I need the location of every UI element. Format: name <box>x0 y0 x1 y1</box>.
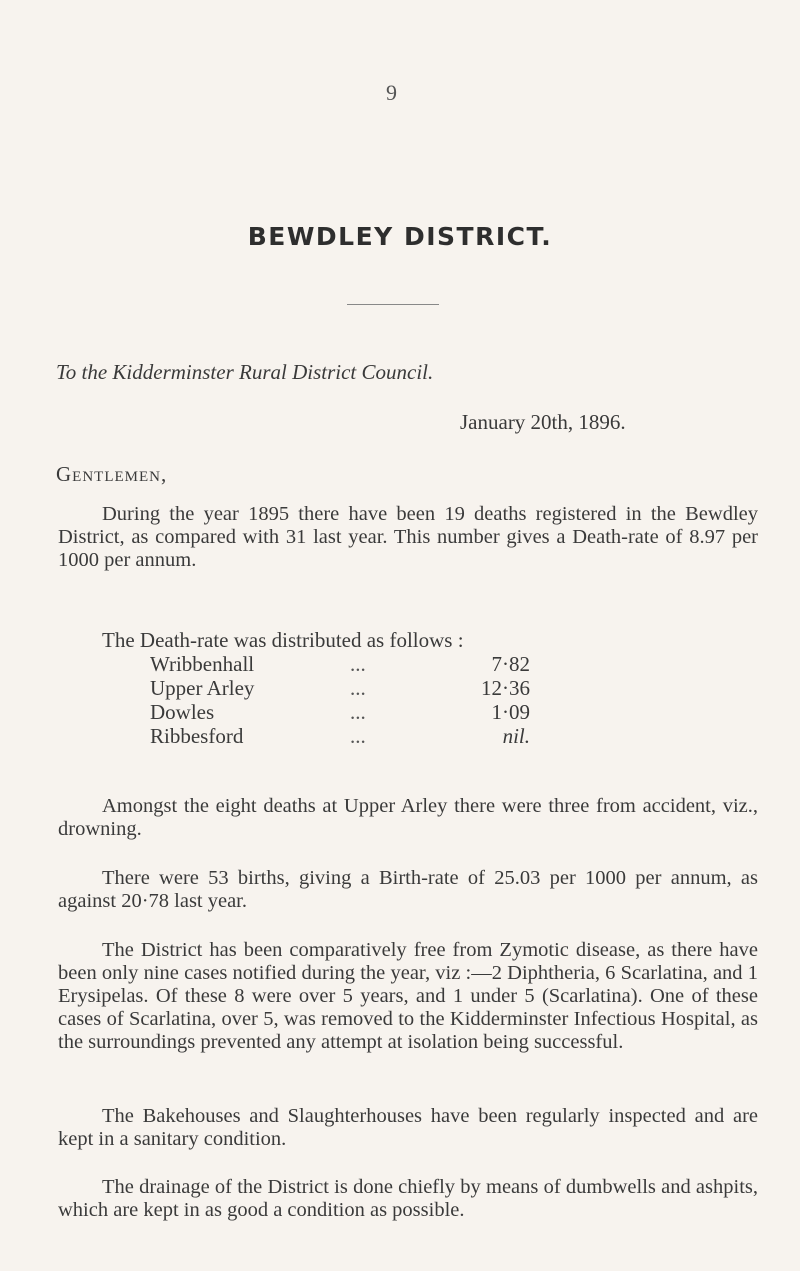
death-rate-value: 1·09 <box>491 700 530 724</box>
salutation: Gentlemen, <box>56 462 168 486</box>
paragraph-births: There were 53 births, giving a Birth-rate of 25.03 per 1000 per annum, as against 20·78 last year. <box>58 867 758 912</box>
place-name: Upper Arley <box>150 676 255 700</box>
title-divider <box>347 304 439 305</box>
death-rate-value: nil. <box>502 724 530 748</box>
place-name: Wribbenhall <box>150 652 255 676</box>
paragraph-death-count: During the year 1895 there have been 19 deaths registered in the Bewdley District, as compared with 31 last year. This number gives a Death-rate of 8.97 per 1000 per annum. <box>58 503 758 571</box>
paragraph-upper-arley-deaths: Amongst the eight deaths at Upper Arley there were three from accident, viz., drowning. <box>58 795 758 840</box>
death-rate-value: 7·82 <box>491 652 530 676</box>
paragraph-bakehouses: The Bakehouses and Slaughterhouses have been regularly inspected and are kept in a sanitary condition. <box>58 1105 758 1150</box>
page-number: 9 <box>386 80 397 105</box>
paragraph-drainage: The drainage of the District is done chiefly by means of dumbwells and ashpits, which are kept in as good a condition as possible. <box>58 1176 758 1221</box>
page-title: BEWDLEY DISTRICT. <box>247 222 553 251</box>
letter-date: January 20th, 1896. <box>460 410 626 434</box>
leader-dots: ... <box>350 676 366 700</box>
place-name: Dowles <box>150 700 215 724</box>
leader-dots: ... <box>350 724 366 748</box>
distribution-intro: The Death-rate was distributed as follows : <box>102 628 464 652</box>
leader-dots: ... <box>350 700 366 724</box>
place-name: Ribbesford <box>150 724 244 748</box>
leader-dots: ... <box>350 652 366 676</box>
paragraph-zymotic-disease: The District has been comparatively free from Zymotic disease, as there have been only nine cases notified during the year, viz :—2 Diphtheria, 6 Scarlatina, and 1 Erysipelas. Of these 8 were over 5 years, and 1 under 5 (Scarlatina). One of these cases of Scarlatina, over 5, was removed to the Kidderminster Infectious Hospital, as the surroundings prevented any attempt at isolation being successful. <box>58 939 758 1053</box>
addressee: To the Kidderminster Rural District Council. <box>56 360 434 384</box>
death-rate-value: 12·36 <box>481 676 530 700</box>
